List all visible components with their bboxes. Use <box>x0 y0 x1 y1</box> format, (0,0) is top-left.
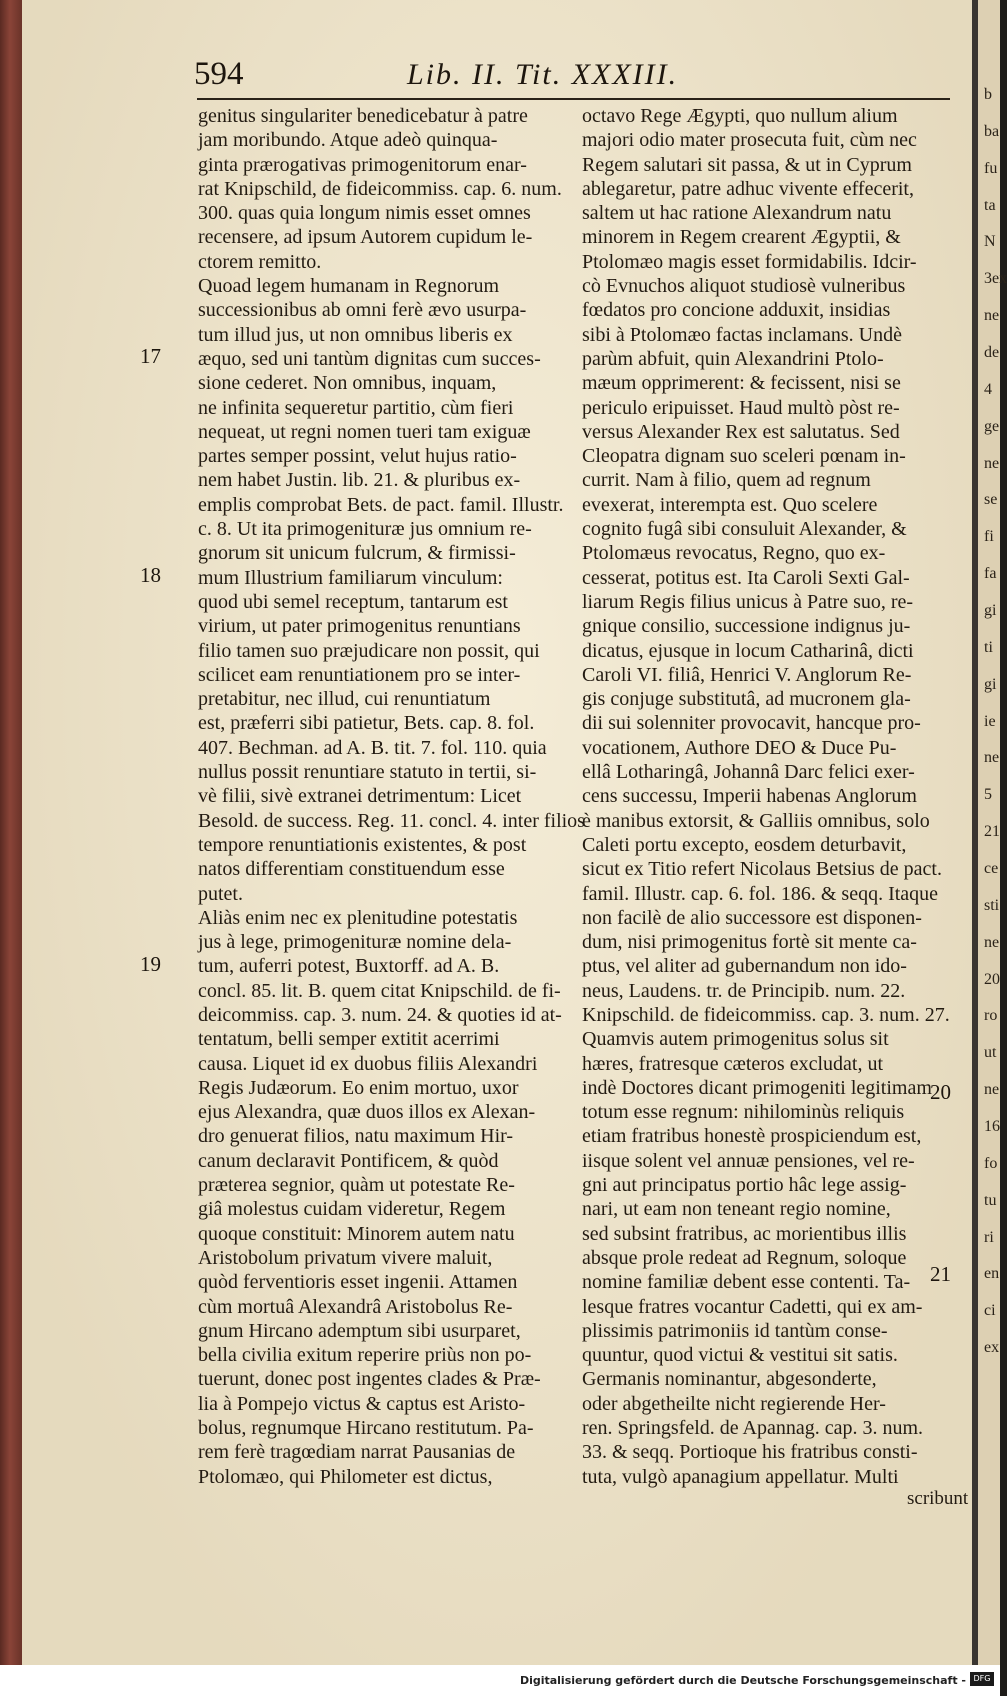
adjacent-page-fragment: 4 <box>984 380 992 398</box>
left-column-line: putet. <box>198 882 243 905</box>
page-header <box>22 56 972 96</box>
left-column-line: quòd ferventioris esset ingenii. Attamen <box>198 1271 518 1294</box>
left-column-line: tuerunt, donec post ingentes clades & Præ- <box>198 1368 541 1391</box>
adjacent-page-fragment: ut <box>984 1044 997 1062</box>
left-column-line: nequeat, ut regni nomen tueri tam exiguæ <box>198 420 531 443</box>
left-column-line: jus à lege, primogenituræ nomine dela- <box>198 931 512 954</box>
adjacent-page-fragment: 16 <box>984 1118 1000 1135</box>
adjacent-page-fragment: N <box>984 233 996 251</box>
adjacent-page-fragment: se <box>984 491 998 509</box>
margin-number-19: 19 <box>140 952 161 976</box>
right-column-line: quuntur, quod victui & vestitui sit satis. <box>582 1344 898 1367</box>
dfg-logo: DFG <box>970 1672 994 1686</box>
left-column-line: tentatum, belli semper extitit acerrimi <box>198 1028 500 1051</box>
left-column-line: æquo, sed uni tantùm dignitas cum succes- <box>198 347 541 370</box>
right-column-line: fœdatos pro concione adduxit, insidias <box>582 299 891 322</box>
right-column-line: parùm abfuit, quin Alexandrini Ptolo- <box>582 347 884 370</box>
left-column-line: nullus possit renuntiare statuto in tertii, si- <box>198 761 537 784</box>
right-column-line: Caleti portu excepto, eosdem deturbavit, <box>582 833 907 856</box>
adjacent-page-fragment: tu <box>984 1191 997 1209</box>
left-column-line: quoque constituit: Minorem autem natu <box>198 1222 515 1245</box>
right-column-line: oder abgetheilte nicht regierende Her- <box>582 1392 886 1415</box>
left-column-line: gnum Hircano ademptum sibi usurparet, <box>198 1319 521 1342</box>
margin-number-17: 17 <box>140 344 161 368</box>
right-column-line: è manibus extorsit, & Galliis omnibus, solo <box>582 809 930 832</box>
right-column-line: neus, Laudens. tr. de Principib. num. 22. <box>582 979 906 1002</box>
adjacent-page-fragment: sti <box>984 896 1000 914</box>
left-column-line: Aristobolum privatum vivere maluit, <box>198 1246 493 1269</box>
adjacent-page-fragment: en <box>984 1265 1000 1283</box>
left-column-line: Aliàs enim nec ex plenitudine potestatis <box>198 906 518 929</box>
page-number: 594 <box>194 56 244 92</box>
left-column-line: Regis Judæorum. Eo enim mortuo, uxor <box>198 1076 519 1099</box>
left-column-line: recensere, ad ipsum Autorem cupidum le- <box>198 226 533 249</box>
right-column-line: gni aut principatus portio hâc lege assig- <box>582 1174 907 1197</box>
adjacent-page-fragment: ba <box>984 122 1000 140</box>
adjacent-page-fragment: ce <box>984 860 999 877</box>
left-column-line: vè filii, sivè extranei detrimentum: Licet <box>198 785 522 808</box>
right-column-line: Cleopatra dignam suo sceleri pœnam in- <box>582 445 906 468</box>
adjacent-page-fragment: ne <box>984 307 1000 325</box>
left-column-line: ne infinita sequeretur partitio, cùm fieri <box>198 396 514 419</box>
left-column-line: ctorem remitto. <box>198 250 322 273</box>
adjacent-page-fragment: ti <box>984 638 993 656</box>
book-spine-edge <box>0 0 22 1665</box>
left-column-line: jam moribundo. Atque adeò quinqua- <box>198 129 498 152</box>
right-column-line: Quamvis autem primogenitus solus sit <box>582 1028 889 1051</box>
left-column-line: rem ferè tragœdiam narrat Pausanias de <box>198 1441 516 1464</box>
left-column-line: lia à Pompejo victus & captus est Aristo- <box>198 1392 526 1415</box>
left-column-line: scilicet eam renuntiationem pro se inter- <box>198 663 521 686</box>
right-column-line: periculo eripuisset. Haud multò pòst re- <box>582 396 900 419</box>
right-column-line: vocationem, Authore DEO & Duce Pu- <box>582 736 897 759</box>
adjacent-page-fragment: de <box>984 344 1000 361</box>
adjacent-page-fragment: 5 <box>984 786 992 804</box>
adjacent-page-edge <box>978 0 1007 1665</box>
right-column-line: cò Evnuchos aliquot studiosè vulneribus <box>582 275 906 298</box>
right-column-line: nomine familiæ debent esse contenti. Ta- <box>582 1271 911 1294</box>
left-column-line: gnorum sit unicum fulcrum, & firmissi- <box>198 542 516 565</box>
right-column-line: ellâ Lotharingâ, Johannâ Darc felici exer- <box>582 761 915 784</box>
right-column-line: cognito fugâ sibi consuluit Alexander, & <box>582 518 907 541</box>
right-column-line: majori odio mater prosecuta fuit, cùm nec <box>582 129 917 152</box>
adjacent-page-fragment: gi <box>984 602 997 619</box>
left-column-line: sione cederet. Non omnibus, inquam, <box>198 372 497 395</box>
right-column-line: saltem ut hac ratione Alexandrum natu <box>582 202 892 225</box>
adjacent-page-fragment: ci <box>984 1302 996 1320</box>
left-column-line: bolus, regnumque Hircano restitutum. Pa- <box>198 1417 534 1440</box>
left-column-line: rat Knipschild, de fideicommiss. cap. 6. num. <box>198 177 562 200</box>
left-column-line: nem habet Justin. lib. 21. & pluribus ex- <box>198 469 521 492</box>
left-column-line: pretabitur, nec illud, cui renuntiatum <box>198 688 491 711</box>
adjacent-page-fragment: ne <box>984 933 1000 951</box>
right-column-line: Ptolomæo magis esset formidabilis. Idcir- <box>582 250 917 273</box>
right-column-line: Knipschild. de fideicommiss. cap. 3. num. 27. <box>582 1003 950 1026</box>
left-column-line: c. 8. Ut ita primogenituræ jus omnium re- <box>198 518 532 541</box>
right-column-line: currit. Nam à filio, quem ad regnum <box>582 469 871 492</box>
left-column-line: dro genuerat filios, natu maximum Hir- <box>198 1125 514 1148</box>
right-column-line: indè Doctores dicant primogeniti legitimam <box>582 1076 932 1099</box>
adjacent-page-fragment: b <box>984 86 992 103</box>
right-column-line: minorem in Regem crearent Ægyptii, & <box>582 226 901 249</box>
right-column-line: Germanis nominantur, abgesonderte, <box>582 1368 877 1391</box>
left-text-column <box>198 104 585 1489</box>
left-column-line: tempore renuntiationis existentes, & post <box>198 833 527 856</box>
left-column-line: 407. Bechman. ad A. B. tit. 7. fol. 110. quia <box>198 736 547 759</box>
right-column-line: totum esse regnum: nihilominùs reliquis <box>582 1101 905 1124</box>
right-column-line: sicut ex Titio refert Nicolaus Betsius de pact. <box>582 858 942 881</box>
right-column-line: 33. & seqq. Portioque his fratribus consti- <box>582 1441 918 1464</box>
left-column-line: giâ molestus cuidam videretur, Regem <box>198 1198 506 1221</box>
right-column-line: sibi à Ptolomæo factas inclamans. Undè <box>582 323 902 346</box>
adjacent-page-fragment: ne <box>984 749 1000 767</box>
left-column-line: præterea segnior, quàm ut potestate Re- <box>198 1174 515 1197</box>
right-column-line: dicatus, ejusque in locum Catharinâ, dicti <box>582 639 914 662</box>
right-column-line: tuta, vulgò apanagium appellatur. Multi <box>582 1465 899 1488</box>
left-column-line: partes semper possint, velut hujus ratio- <box>198 445 517 468</box>
left-column-line: tum illud jus, ut non omnibus liberis ex <box>198 323 513 346</box>
right-column-line: lesque fratres vocantur Cadetti, qui ex am- <box>582 1295 923 1318</box>
right-column-line: iisque solent vel annuæ pensiones, vel re- <box>582 1149 915 1172</box>
right-column-line: octavo Rege Ægypti, quo nullum alium <box>582 105 898 127</box>
adjacent-page-fragment: fi <box>984 528 994 546</box>
adjacent-page-fragment: ri <box>984 1228 994 1246</box>
adjacent-page-fragment: ne <box>984 454 1000 472</box>
adjacent-page-fragment: ge <box>984 417 1000 435</box>
adjacent-page-fragment: ex <box>984 1339 1000 1357</box>
right-column-line: gnique consilio, successione indignus ju- <box>582 615 911 638</box>
left-column-line: est, præferri sibi patietur, Bets. cap. 8. fol. <box>198 712 535 735</box>
adjacent-page-fragment: fu <box>984 159 998 177</box>
footer-credit: Digitalisierung gefördert durch die Deutsche Forschungsgemeinschaft - <box>519 1674 966 1687</box>
left-column-line: filio tamen suo præjudicare non possit, qui <box>198 639 540 662</box>
left-column-line: successionibus ab omni ferè ævo usurpa- <box>198 299 527 322</box>
adjacent-page-fragment: fo <box>984 1154 998 1172</box>
right-column-line: versus Alexander Rex est salutatus. Sed <box>582 420 900 443</box>
right-column-line: liarum Regis filius unicus à Patre suo, re- <box>582 590 914 613</box>
adjacent-page-fragment: gi <box>984 675 997 693</box>
adjacent-page-fragment: ro <box>984 1007 998 1025</box>
right-column-line: evexerat, interempta est. Quo scelere <box>582 493 878 516</box>
left-column-line: mum Illustrium familiarum vinculum: <box>198 566 503 589</box>
right-column-line: nari, ut eam non teneant regio nomine, <box>582 1198 891 1221</box>
left-column-line: 300. quas quia longum nimis esset omnes <box>198 202 531 225</box>
right-column-line: mæum opprimerent: & fecissent, nisi se <box>582 372 901 395</box>
left-column-line: Ptolomæo, qui Philometer est dictus, <box>198 1465 493 1488</box>
adjacent-page-fragment: ta <box>984 196 996 214</box>
right-column-line: ablegaretur, patre adhuc vivente effecerit, <box>582 177 914 200</box>
right-column-line: Caroli VI. filiâ, Henrici V. Anglorum Re- <box>582 663 912 686</box>
adjacent-page-fragment: ne <box>984 1081 1000 1099</box>
right-column-line: absque prole redeat ad Regnum, soloque <box>582 1246 907 1269</box>
left-column-line: concl. 85. lit. B. quem citat Knipschild. de fi- <box>198 979 561 1002</box>
adjacent-page-fragment: 3ex <box>984 270 1007 288</box>
right-column-line: hæres, fratresque cæteros excludat, ut <box>582 1052 884 1075</box>
catchword: scribunt <box>907 1488 969 1509</box>
right-column-line: plissimis patrimoniis id tantùm conse- <box>582 1319 888 1342</box>
right-column-line: dum, nisi primogenitus fortè sit mente ca- <box>582 931 917 954</box>
left-column-line: Besold. de success. Reg. 11. concl. 4. inter filios <box>198 809 585 832</box>
margin-number-21: 21 <box>930 1262 951 1286</box>
adjacent-page-fragment: fa <box>984 565 997 583</box>
right-column-line: etiam fratribus honestè prospiciendum est, <box>582 1125 922 1148</box>
right-column-line: Ptolomæus revocatus, Regno, quo ex- <box>582 542 886 565</box>
right-column-line: cesserat, potitus est. Ita Caroli Sexti Gal- <box>582 566 910 589</box>
left-column-line: tum, auferri potest, Buxtorff. ad A. B. <box>198 955 500 978</box>
left-column-line: canum declaravit Pontificem, & quòd <box>198 1149 499 1172</box>
left-column-line: ejus Alexandra, quæ duos illos ex Alexan- <box>198 1101 536 1124</box>
margin-number-18: 18 <box>140 563 161 587</box>
right-column-line: dii sui solenniter provocavit, hancque pro- <box>582 712 921 735</box>
margin-number-20: 20 <box>930 1080 951 1104</box>
right-column-line: cens successu, Imperii habenas Anglorum <box>582 785 917 808</box>
left-column-line: quod ubi semel receptum, tantarum est <box>198 590 508 613</box>
right-column-line: ptus, vel aliter ad gubernandum non ido- <box>582 955 907 978</box>
right-column-line: Regem salutari sit passa, & ut in Cyprum <box>582 153 912 176</box>
left-column-line: deicommiss. cap. 3. num. 24. & quoties id at- <box>198 1003 562 1026</box>
running-title: Lib. II. Tit. XXXIII. <box>407 58 679 91</box>
left-column-line: genitus singulariter benedicebatur à patre <box>198 105 528 127</box>
right-column-line: gis conjuge substitutâ, ad mucronem gla- <box>582 688 911 711</box>
left-column-line: virium, ut pater primogenitus renuntians <box>198 615 521 638</box>
adjacent-page-fragment: 21 <box>984 823 1000 841</box>
left-column-line: emplis comprobat Bets. de pact. famil. Illustr. <box>198 493 564 516</box>
left-column-line: bella civilia exitum reperire priùs non po- <box>198 1344 532 1367</box>
left-column-line: ginta prærogativas primogenitorum enar- <box>198 153 527 176</box>
left-column-line: natos differentiam constituendum esse <box>198 858 505 881</box>
left-column-line: cùm mortuâ Alexandrâ Aristobolus Re- <box>198 1295 513 1318</box>
adjacent-page-fragment: ie <box>984 712 996 730</box>
left-column-line: causa. Liquet id ex duobus filiis Alexandri <box>198 1052 538 1075</box>
digitization-footer <box>0 1665 1000 1696</box>
right-column-line: famil. Illustr. cap. 6. fol. 186. & seqq. Itaque <box>582 882 939 905</box>
right-column-line: ren. Springsfeld. de Apannag. cap. 3. num. <box>582 1417 924 1440</box>
header-rule <box>197 98 950 100</box>
right-text-column <box>582 104 950 1489</box>
adjacent-page-fragment: 20 <box>984 970 1000 988</box>
right-column-line: non facilè de alio successore est disponen- <box>582 906 922 929</box>
book-page <box>22 0 972 1665</box>
right-column-line: sed subsint fratribus, ac morientibus illis <box>582 1222 907 1245</box>
left-column-line: Quoad legem humanam in Regnorum <box>198 275 500 298</box>
